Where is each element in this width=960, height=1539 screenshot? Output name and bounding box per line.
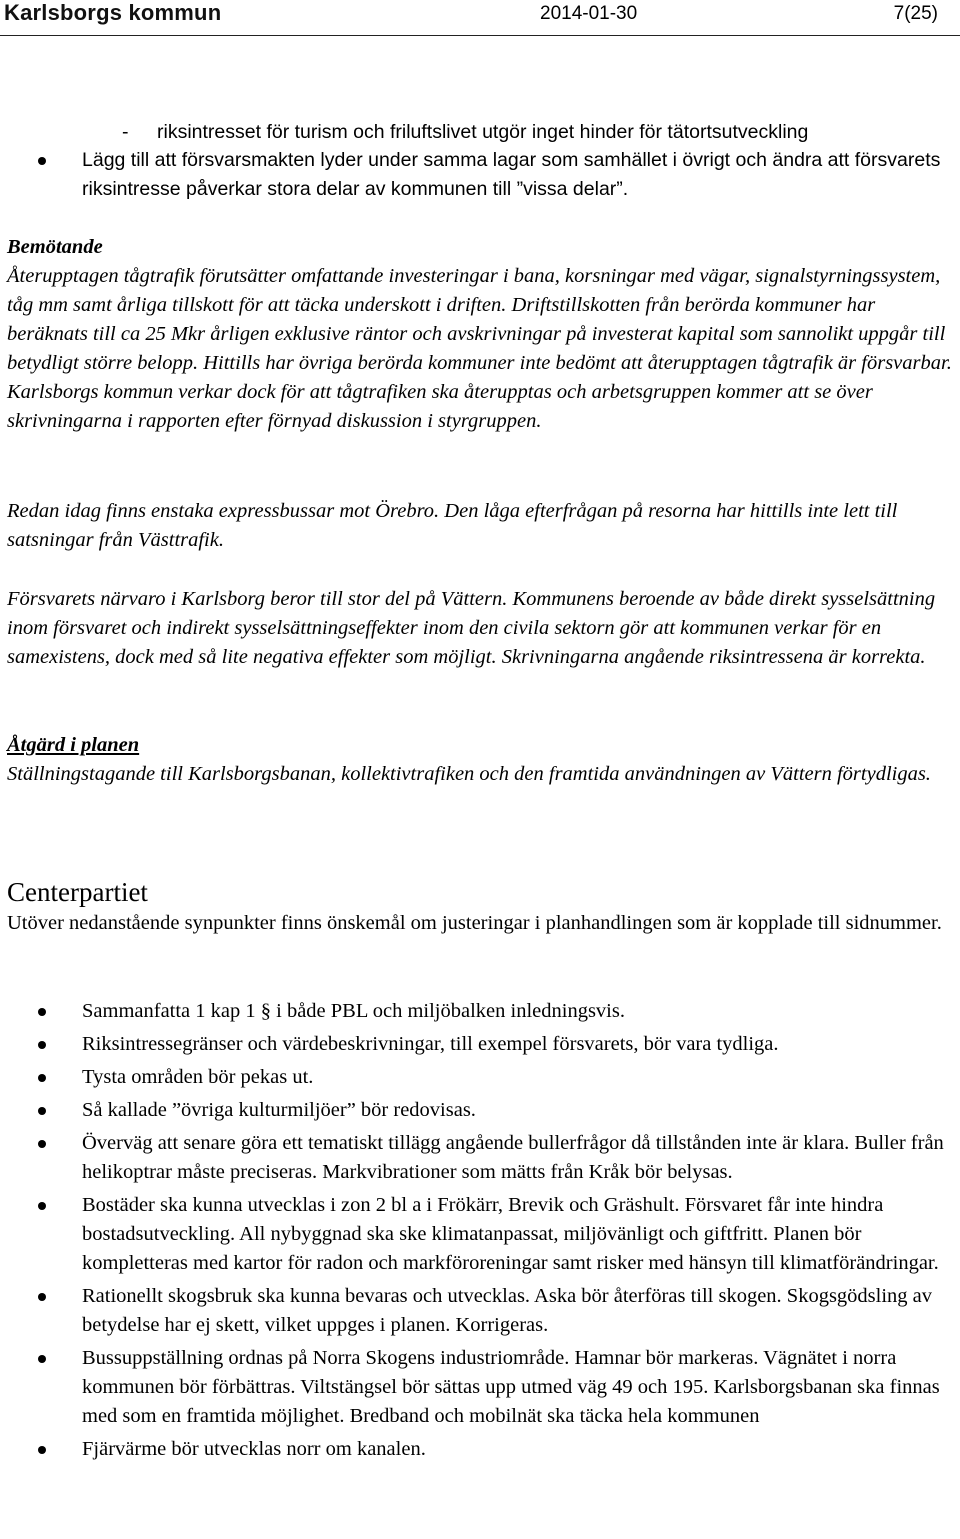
bullet-icon xyxy=(38,1140,46,1148)
bullet-icon xyxy=(38,1041,46,1049)
bullet-icon xyxy=(38,1202,46,1210)
list-item-text: Bussuppställning ordnas på Norra Skogens industriområde. Hamnar bör markeras. Vägnätet i norra kommunen bör förbättras. Viltstängsel bör sättas upp utmed väg 49 och 195. Karlsborgsbanan ska finnas med som en framtida möjlighet. Bredband och mobilnät ska täcka hela kommunen xyxy=(82,1347,940,1427)
list-item xyxy=(0,1063,954,1092)
list-item xyxy=(0,1191,954,1278)
response-paragraph-1: Återupptagen tågtrafik förutsätter omfattande investeringar i bana, korsningar med vägar, signalstyrningssystem, tåg mm samt årliga tillskott för att täcka underskott i driften. Driftstillskotten från berörda kommuner har beräknats till ca 25 Mkr årligen exklusive räntor och avskrivningar på investerat kapital som sannolikt uppgår till betydligt större belopp. Hittills har övriga berörda kommuner inte bedömt att återupptagen tågtrafik är försvarbar. Karlsborgs kommun verkar dock för att tågtrafiken ska återupptas och arbetsgruppen kommer att se över skrivningarna i rapporten efter förnyad diskussion i styrgruppen. xyxy=(7,265,952,432)
header-divider xyxy=(0,35,960,36)
list-item xyxy=(0,1129,954,1187)
list-item xyxy=(0,1344,954,1431)
bullet-icon xyxy=(38,1355,46,1363)
action-text: Ställningstagande till Karlsborgsbanan, kollektivtrafiken och den framtida användningen av Vättern förtydligas. xyxy=(7,763,931,785)
list-item-text: Bostäder ska kunna utvecklas i zon 2 bl a i Frökärr, Brevik och Gräshult. Försvaret får inte hindra bostadsutveckling. All nybyggnad ska ske klimatanpassat, miljövänligt och giftfritt. Planen bör kompletteras med kartor för radon och markföroreningar samt risker med hänsyn till klimatförändringar. xyxy=(82,1194,939,1274)
dash-item-text: riksintresset för turism och friluftslivet utgör inget hinder för tätortsutveckling xyxy=(157,121,809,143)
list-item-text: Överväg att senare göra ett tematiskt tillägg angående bullerfrågor då tillstånden inte är klara. Buller från helikoptrar måste preciseras. Markvibrationer som mätts från Kråk bör belysas. xyxy=(82,1132,944,1183)
response-heading: Bemötande xyxy=(7,236,103,258)
list-item-text: Så kallade ”övriga kulturmiljöer” bör redovisas. xyxy=(82,1099,476,1121)
bullet-icon xyxy=(38,1446,46,1454)
list-item-text: Fjärvärme bör utvecklas norr om kanalen. xyxy=(82,1438,426,1460)
list-item xyxy=(0,1435,954,1464)
bullet-icon xyxy=(38,157,46,165)
bullet-icon xyxy=(38,1008,46,1016)
bullet-icon xyxy=(38,1293,46,1301)
list-item xyxy=(0,1096,954,1125)
action-heading: Åtgärd i planen xyxy=(7,734,140,756)
response-paragraph-2: Redan idag finns enstaka expressbussar mot Örebro. Den låga efterfrågan på resorna har hittills inte lett till satsningar från Västtrafik. xyxy=(7,500,898,551)
list-item-text: Tysta områden bör pekas ut. xyxy=(82,1066,314,1088)
bullet-item-text: Lägg till att försvarsmakten lyder under samma lagar som samhället i övrigt och ändra att försvarets riksintresse påverkar stora delar av kommunen till ”vissa delar”. xyxy=(82,149,941,200)
centerpartiet-list xyxy=(0,997,960,1468)
bullet-icon xyxy=(38,1107,46,1115)
list-item xyxy=(0,1030,954,1059)
list-item xyxy=(0,1282,954,1340)
dash-marker: - xyxy=(122,121,129,143)
page-header xyxy=(0,0,960,34)
document-date: 2014-01-30 xyxy=(540,3,638,24)
centerpartiet-intro: Utöver nedanstående synpunkter finns önskemål om justeringar i planhandlingen som är kopplade till sidnummer. xyxy=(7,912,942,934)
organization-logo: Karlsborgs kommun xyxy=(4,0,222,25)
list-item-text: Riksintressegränser och värdebeskrivningar, till exempel försvarets, bör vara tydliga. xyxy=(82,1033,779,1055)
section-title-centerpartiet: Centerpartiet xyxy=(7,877,148,907)
list-item-text: Sammanfatta 1 kap 1 § i både PBL och miljöbalken inledningsvis. xyxy=(82,1000,625,1022)
response-paragraph-3: Försvarets närvaro i Karlsborg beror till stor del på Vättern. Kommunens beroende av både direkt sysselsättning inom försvaret och indirekt sysselsättningseffekter inom den civila sektorn gör att kommunen verkar för en samexistens, dock med så lite negativa effekter som möjligt. Skrivningarna angående riksintressena är korrekta. xyxy=(7,588,936,668)
bullet-icon xyxy=(38,1074,46,1082)
page-number: 7(25) xyxy=(893,3,938,24)
list-item xyxy=(0,997,954,1026)
list-item-text: Rationellt skogsbruk ska kunna bevaras och utvecklas. Aska bör återföras till skogen. Skogsgödsling av betydelse har ej skett, vilket uppges i planen. Korrigeras. xyxy=(82,1285,933,1336)
